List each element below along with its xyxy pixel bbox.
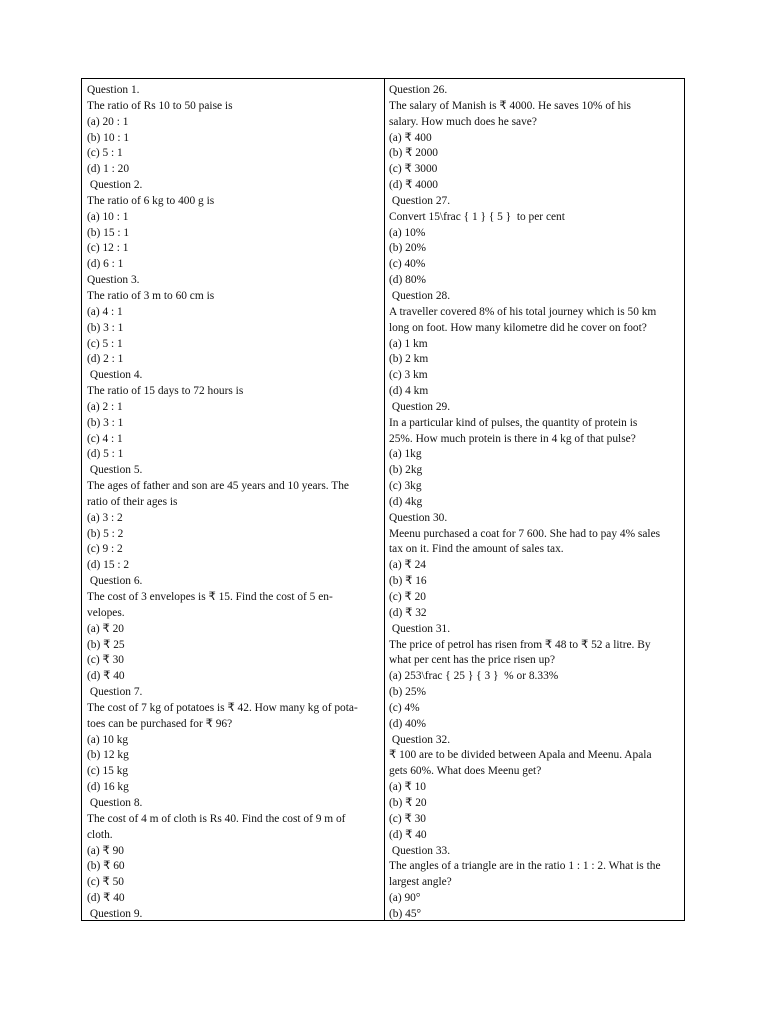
question-number: Question 6. <box>87 575 143 588</box>
answer-option: (d) ₹ 40 <box>87 670 125 683</box>
answer-option: (a) 90° <box>389 892 421 905</box>
question-text: A traveller covered 8% of his total journey which is 50 km <box>389 305 657 318</box>
question-text: salary. How much does he save? <box>389 115 537 128</box>
answer-option: (b) 45° <box>389 907 422 920</box>
question-text: The cost of 3 envelopes is ₹ 15. Find the cost of 5 en- <box>87 591 333 603</box>
answer-option: (d) 80% <box>389 274 427 287</box>
question-text: ratio of their ages is <box>87 495 178 508</box>
answer-option: (c) 12 : 1 <box>87 242 129 255</box>
question-number: Question 2. <box>87 179 143 192</box>
question-number: Question 26. <box>389 84 448 96</box>
answer-option: (a) 10% <box>389 226 426 239</box>
question-text: The ages of father and son are 45 years and 10 years. The <box>87 480 349 493</box>
question-text: velopes. <box>87 606 125 619</box>
answer-option: (b) 10 : 1 <box>87 131 130 144</box>
question-text: The price of petrol has risen from ₹ 48 to ₹ 52 a litre. By <box>389 638 651 651</box>
answer-option: (d) 16 kg <box>87 781 129 794</box>
answer-option: (a) ₹ 24 <box>389 559 426 572</box>
question-number: Question 29. <box>389 400 451 413</box>
answer-option: (d) ₹ 32 <box>389 606 427 619</box>
answer-option: (d) ₹ 40 <box>87 892 125 905</box>
question-text: 25%. How much protein is there in 4 kg of that pulse? <box>389 432 636 445</box>
answer-option: (b) 2 km <box>389 353 429 366</box>
question-text: In a particular kind of pulses, the quantity of protein is <box>389 416 638 429</box>
answer-option: (a) ₹ 90 <box>87 844 124 857</box>
question-text: The cost of 4 m of cloth is Rs 40. Find the cost of 9 m of <box>87 812 346 825</box>
question-text: The ratio of 15 days to 72 hours is <box>87 385 244 398</box>
question-number: Question 30. <box>389 511 448 524</box>
answer-option: (b) 5 : 2 <box>87 527 124 540</box>
question-text: largest angle? <box>389 876 452 889</box>
question-text: long on foot. How many kilometre did he cover on foot? <box>389 321 647 334</box>
answer-option: (b) 15 : 1 <box>87 226 130 239</box>
question-text: ₹ 100 are to be divided between Apala and Meenu. Apala <box>389 749 652 762</box>
answer-option: (c) 5 : 1 <box>87 337 123 350</box>
answer-option: (a) ₹ 10 <box>389 781 426 794</box>
answer-option: (c) ₹ 30 <box>389 812 426 825</box>
answer-option: (b) 12 kg <box>87 749 129 762</box>
question-text: The ratio of 3 m to 60 cm is <box>87 289 215 302</box>
question-number: Question 31. <box>389 622 451 635</box>
answer-option: (a) 20 : 1 <box>87 115 129 128</box>
question-text: toes can be purchased for ₹ 96? <box>87 717 233 730</box>
question-text: The ratio of Rs 10 to 50 paise is <box>87 99 233 112</box>
question-text: The angles of a triangle are in the ratio 1 : 1 : 2. What is the <box>389 860 661 873</box>
question-text: what per cent has the price risen up? <box>389 654 556 667</box>
question-text: The salary of Manish is ₹ 4000. He saves 10% of his <box>389 99 631 112</box>
answer-option: (d) 2 : 1 <box>87 353 124 366</box>
answer-option: (c) 4 : 1 <box>87 432 123 445</box>
question-text: tax on it. Find the amount of sales tax. <box>389 543 564 556</box>
answer-option: (b) 3 : 1 <box>87 321 124 334</box>
answer-option: (a) 3 : 2 <box>87 511 123 524</box>
answer-option: (d) 4 km <box>389 385 429 398</box>
question-number: Question 33. <box>389 844 451 857</box>
question-table <box>81 78 685 921</box>
question-text: The cost of 7 kg of potatoes is ₹ 42. How many kg of pota- <box>87 701 358 714</box>
answer-option: (d) 5 : 1 <box>87 448 124 461</box>
answer-option: (a) 10 kg <box>87 733 129 746</box>
answer-option: (b) ₹ 60 <box>87 860 125 873</box>
answer-option: (a) 1kg <box>389 448 422 461</box>
answer-option: (a) ₹ 400 <box>389 131 432 144</box>
answer-option: (d) ₹ 4000 <box>389 179 439 192</box>
answer-option: (c) 15 kg <box>87 765 129 778</box>
question-text: cloth. <box>87 828 113 841</box>
question-number: Question 9. <box>87 907 143 920</box>
question-number: Question 27. <box>389 194 451 207</box>
answer-option: (b) 25% <box>389 686 427 699</box>
question-number: Question 1. <box>87 84 140 96</box>
answer-option: (d) 40% <box>389 717 427 730</box>
question-text: The ratio of 6 kg to 400 g is <box>87 194 215 207</box>
answer-option: (b) ₹ 2000 <box>389 147 439 160</box>
answer-option: (d) 6 : 1 <box>87 258 124 271</box>
answer-option: (c) ₹ 20 <box>389 591 426 603</box>
answer-option: (c) ₹ 30 <box>87 654 124 667</box>
answer-option: (c) 4% <box>389 701 420 714</box>
answer-option: (c) 3 km <box>389 369 428 382</box>
question-number: Question 3. <box>87 274 140 287</box>
answer-option: (a) 10 : 1 <box>87 210 129 223</box>
answer-option: (c) ₹ 3000 <box>389 163 438 176</box>
answer-option: (d) 4kg <box>389 495 423 508</box>
answer-option: (b) ₹ 25 <box>87 638 125 651</box>
question-number: Question 7. <box>87 686 143 699</box>
answer-option: (d) ₹ 40 <box>389 828 427 841</box>
answer-option: (c) 9 : 2 <box>87 543 123 556</box>
answer-option: (a) 4 : 1 <box>87 305 123 318</box>
question-number: Question 4. <box>87 369 143 382</box>
answer-option: (a) 253\frac { 25 } { 3 } % or 8.33% <box>389 670 559 683</box>
answer-option: (b) 20% <box>389 242 427 255</box>
answer-option: (b) 2kg <box>389 464 423 477</box>
answer-option: (b) ₹ 16 <box>389 575 427 588</box>
answer-option: (c) 3kg <box>389 480 422 493</box>
answer-option: (c) ₹ 50 <box>87 876 124 889</box>
left-question-column <box>82 79 385 920</box>
question-text: Convert 15\frac { 1 } { 5 } to per cent <box>389 210 565 223</box>
question-text: Meenu purchased a coat for 7 600. She had to pay 4% sales <box>389 527 661 540</box>
answer-option: (b) ₹ 20 <box>389 796 427 809</box>
answer-option: (c) 40% <box>389 258 426 271</box>
answer-option: (b) 3 : 1 <box>87 416 124 429</box>
answer-option: (a) 2 : 1 <box>87 400 123 413</box>
right-question-column <box>385 79 684 920</box>
question-number: Question 5. <box>87 464 143 477</box>
question-number: Question 8. <box>87 796 143 809</box>
question-number: Question 32. <box>389 733 451 746</box>
answer-option: (c) 5 : 1 <box>87 147 123 160</box>
answer-option: (d) 15 : 2 <box>87 559 130 572</box>
answer-option: (a) ₹ 20 <box>87 622 124 635</box>
question-number: Question 28. <box>389 289 451 302</box>
answer-option: (d) 1 : 20 <box>87 163 130 176</box>
answer-option: (a) 1 km <box>389 337 428 350</box>
question-text: gets 60%. What does Meenu get? <box>389 765 542 778</box>
